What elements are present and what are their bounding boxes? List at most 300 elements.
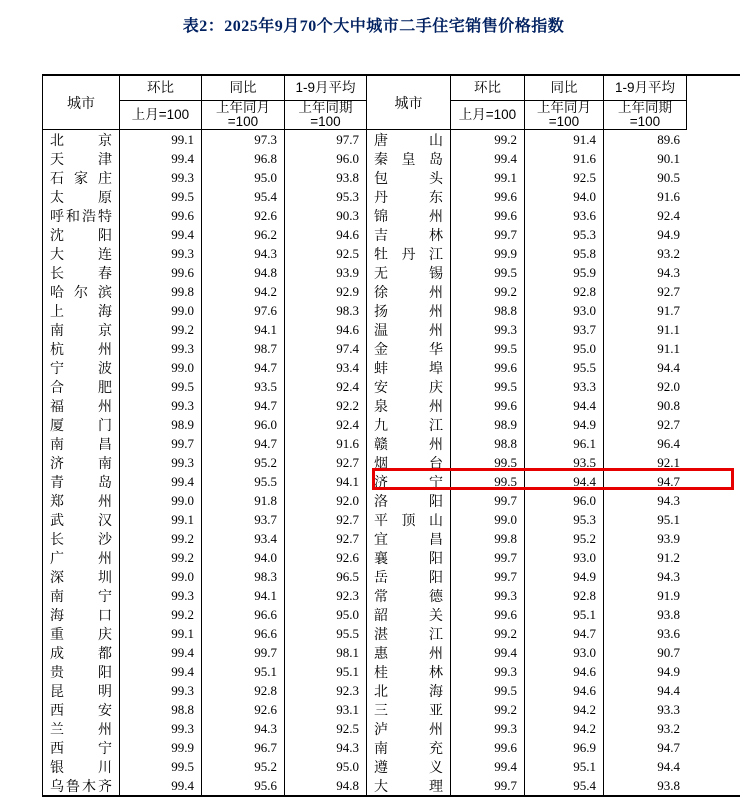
- value-cell: 95.3: [525, 225, 604, 244]
- city-cell: 青 岛: [43, 472, 120, 491]
- city-cell: 桂 林: [367, 662, 451, 681]
- value-cell: 99.0: [120, 567, 202, 586]
- value-cell: 93.6: [657, 625, 680, 641]
- value-cell: 93.7: [202, 510, 285, 529]
- value-cell: 99.2: [120, 548, 202, 567]
- value-cell: 93.0: [525, 301, 604, 320]
- value-cell: 94.3: [657, 568, 680, 584]
- value-cell: 92.1: [657, 454, 680, 470]
- value-cell: 92.6: [202, 700, 285, 719]
- value-cell: 93.7: [525, 320, 604, 339]
- col-header-city-left: 城市: [43, 76, 120, 130]
- table-grid: [42, 76, 694, 795]
- value-cell: 94.7: [202, 434, 285, 453]
- value-cell: 94.6: [525, 662, 604, 681]
- city-cell: 北 海: [367, 681, 451, 700]
- city-cell: 温 州: [367, 320, 451, 339]
- value-cell: 99.3: [120, 396, 202, 415]
- subheader-avg-left: [285, 101, 367, 130]
- value-cell: 99.7: [120, 434, 202, 453]
- city-cell: 平 顶 山: [367, 510, 451, 529]
- value-cell: 99.4: [451, 643, 525, 662]
- highlight-box: [372, 468, 734, 490]
- value-cell: 95.3: [285, 187, 367, 206]
- value-cell: 99.7: [451, 776, 525, 795]
- value-cell: 99.5: [451, 472, 525, 491]
- value-cell: 99.5: [451, 339, 525, 358]
- city-cell: 锦 州: [367, 206, 451, 225]
- city-cell: 天 津: [43, 149, 120, 168]
- city-cell: 广 州: [43, 548, 120, 567]
- value-cell: 92.8: [202, 681, 285, 700]
- value-cell: 99.2: [451, 130, 525, 149]
- value-cell: 95.1: [657, 511, 680, 527]
- value-cell: 94.0: [525, 187, 604, 206]
- subheader-line: =100: [629, 114, 661, 129]
- value-cell: 99.8: [120, 282, 202, 301]
- city-cell: 金 华: [367, 339, 451, 358]
- city-cell: 杭 州: [43, 339, 120, 358]
- city-cell: 长 沙: [43, 529, 120, 548]
- value-cell: 99.6: [451, 396, 525, 415]
- value-cell: 99.3: [120, 681, 202, 700]
- value-cell: 99.9: [451, 244, 525, 263]
- value-cell: 92.7: [657, 416, 680, 432]
- value-cell: 99.3: [120, 339, 202, 358]
- city-cell: 烟 台: [367, 453, 451, 472]
- value-cell: 95.5: [525, 358, 604, 377]
- value-cell: 91.1: [657, 340, 680, 356]
- value-cell: 90.7: [657, 644, 680, 660]
- value-cell: 99.3: [451, 719, 525, 738]
- city-cell: 常 德: [367, 586, 451, 605]
- value-cell: 94.7: [525, 624, 604, 643]
- city-cell: 襄 阳: [367, 548, 451, 567]
- value-cell: 95.2: [202, 757, 285, 776]
- value-cell: 93.3: [525, 377, 604, 396]
- city-cell: 遵 义: [367, 757, 451, 776]
- value-cell: 92.5: [525, 168, 604, 187]
- value-cell: 99.5: [451, 263, 525, 282]
- value-cell: 94.2: [525, 719, 604, 738]
- value-cell: 99.4: [120, 225, 202, 244]
- value-cell: 98.8: [120, 700, 202, 719]
- city-cell: 济 南: [43, 453, 120, 472]
- value-cell: 96.6: [202, 624, 285, 643]
- value-cell: 91.7: [657, 302, 680, 318]
- value-cell: 98.9: [120, 415, 202, 434]
- value-cell: 94.4: [657, 758, 680, 774]
- city-cell: 厦 门: [43, 415, 120, 434]
- city-cell: 泸 州: [367, 719, 451, 738]
- city-cell: 丹 东: [367, 187, 451, 206]
- value-cell: 99.1: [451, 168, 525, 187]
- city-cell: 韶 关: [367, 605, 451, 624]
- value-cell: 99.1: [120, 624, 202, 643]
- value-cell: 99.0: [120, 491, 202, 510]
- value-cell: 99.1: [120, 130, 202, 149]
- value-cell: 99.7: [451, 491, 525, 510]
- value-cell: 99.4: [120, 662, 202, 681]
- value-cell: 92.5: [285, 244, 367, 263]
- value-cell: 90.8: [657, 397, 680, 413]
- subheader-line: 上年同月: [537, 101, 591, 115]
- value-cell: 99.6: [451, 738, 525, 757]
- col-header-mom-left: 环比: [120, 76, 202, 101]
- value-cell: 93.5: [525, 453, 604, 472]
- city-cell: 呼 和 浩 特: [43, 206, 120, 225]
- value-cell: 92.2: [285, 396, 367, 415]
- value-cell: 91.6: [525, 149, 604, 168]
- value-cell: 99.4: [120, 472, 202, 491]
- value-cell: 94.4: [525, 472, 604, 491]
- value-cell: 95.1: [525, 605, 604, 624]
- value-cell: 96.0: [525, 491, 604, 510]
- value-cell: 99.2: [120, 605, 202, 624]
- value-cell: 99.6: [451, 358, 525, 377]
- value-cell: 90.1: [657, 150, 680, 166]
- value-cell: 97.7: [285, 130, 367, 149]
- value-cell: 94.7: [202, 358, 285, 377]
- value-cell: 99.7: [451, 567, 525, 586]
- city-cell: 银 川: [43, 757, 120, 776]
- value-cell: 94.6: [525, 681, 604, 700]
- value-cell: 99.6: [120, 263, 202, 282]
- col-header-avg-right: 1-9月平均: [604, 76, 687, 101]
- city-cell: 武 汉: [43, 510, 120, 529]
- value-cell: 92.0: [657, 378, 680, 394]
- value-cell: 95.5: [285, 624, 367, 643]
- city-cell: 三 亚: [367, 700, 451, 719]
- value-cell: 99.5: [451, 681, 525, 700]
- subheader-line: 上年同期: [618, 101, 672, 115]
- city-cell: 深 圳: [43, 567, 120, 586]
- value-cell: 90.3: [285, 206, 367, 225]
- value-cell: 99.0: [120, 358, 202, 377]
- value-cell: 99.0: [120, 301, 202, 320]
- value-cell: 94.9: [657, 663, 680, 679]
- value-cell: 99.2: [451, 282, 525, 301]
- value-cell: 93.8: [657, 606, 680, 622]
- city-cell: 泉 州: [367, 396, 451, 415]
- value-cell: 94.8: [285, 776, 367, 795]
- value-cell: 94.7: [657, 739, 680, 755]
- value-cell: 94.2: [202, 282, 285, 301]
- value-cell: 96.8: [202, 149, 285, 168]
- city-cell: 南 京: [43, 320, 120, 339]
- col-header-city-right: 城市: [367, 76, 451, 130]
- value-cell: 96.0: [202, 415, 285, 434]
- value-cell: 96.4: [657, 435, 680, 451]
- value-cell: 92.6: [285, 548, 367, 567]
- value-cell: 93.1: [285, 700, 367, 719]
- value-cell: 92.7: [285, 510, 367, 529]
- subheader-mom-left: 上月=100: [120, 101, 202, 130]
- value-cell: 98.7: [202, 339, 285, 358]
- value-cell: 93.8: [285, 168, 367, 187]
- city-cell: 南 充: [367, 738, 451, 757]
- value-cell: 99.7: [202, 643, 285, 662]
- value-cell: 99.7: [451, 225, 525, 244]
- value-cell: 92.8: [525, 282, 604, 301]
- city-cell: 西 宁: [43, 738, 120, 757]
- value-cell: 99.5: [120, 377, 202, 396]
- value-cell: 94.6: [285, 225, 367, 244]
- subheader-yoy-left: [202, 101, 285, 130]
- value-cell: 93.0: [525, 548, 604, 567]
- value-cell: 96.7: [202, 738, 285, 757]
- value-cell: 91.8: [202, 491, 285, 510]
- city-cell: 蚌 埠: [367, 358, 451, 377]
- city-cell: 南 昌: [43, 434, 120, 453]
- city-cell: 海 口: [43, 605, 120, 624]
- subheader-line: 上年同月: [216, 101, 270, 115]
- value-cell: 96.9: [525, 738, 604, 757]
- value-cell: 95.0: [285, 605, 367, 624]
- value-cell: 92.0: [285, 491, 367, 510]
- col-header-avg-left: 1-9月平均: [285, 76, 367, 101]
- value-cell: 93.3: [657, 701, 680, 717]
- value-cell: 94.0: [202, 548, 285, 567]
- value-cell: 95.9: [525, 263, 604, 282]
- value-cell: 93.9: [285, 263, 367, 282]
- value-cell: 95.2: [202, 453, 285, 472]
- value-cell: 93.8: [657, 777, 680, 793]
- city-cell: 宜 昌: [367, 529, 451, 548]
- value-cell: 95.4: [202, 187, 285, 206]
- value-cell: 93.6: [525, 206, 604, 225]
- value-cell: 99.3: [120, 586, 202, 605]
- value-cell: 91.6: [657, 188, 680, 204]
- value-cell: 92.9: [285, 282, 367, 301]
- city-cell: 哈 尔 滨: [43, 282, 120, 301]
- city-cell: 贵 阳: [43, 662, 120, 681]
- value-cell: 95.0: [202, 168, 285, 187]
- subheader-mom-right: 上月=100: [451, 101, 525, 130]
- value-cell: 97.6: [202, 301, 285, 320]
- value-cell: 95.8: [525, 244, 604, 263]
- value-cell: 99.6: [451, 605, 525, 624]
- city-cell: 长 春: [43, 263, 120, 282]
- city-cell: 西 安: [43, 700, 120, 719]
- value-cell: 99.3: [451, 320, 525, 339]
- value-cell: 99.4: [451, 757, 525, 776]
- value-cell: 92.7: [285, 453, 367, 472]
- value-cell: 99.4: [451, 149, 525, 168]
- city-cell: 宁 波: [43, 358, 120, 377]
- value-cell: 99.4: [120, 643, 202, 662]
- city-cell: 秦 皇 岛: [367, 149, 451, 168]
- city-cell: 大 连: [43, 244, 120, 263]
- city-cell: 济 宁: [367, 472, 451, 491]
- value-cell: 93.2: [657, 720, 680, 736]
- value-cell: 99.3: [120, 719, 202, 738]
- subheader-line: =100: [548, 114, 580, 129]
- value-cell: 98.9: [451, 415, 525, 434]
- price-index-table: [42, 74, 740, 797]
- value-cell: 99.4: [120, 149, 202, 168]
- value-cell: 99.3: [120, 244, 202, 263]
- city-cell: 无 锡: [367, 263, 451, 282]
- city-cell: 大 理: [367, 776, 451, 795]
- value-cell: 91.1: [657, 321, 680, 337]
- value-cell: 93.5: [202, 377, 285, 396]
- value-cell: 94.1: [285, 472, 367, 491]
- value-cell: 99.0: [451, 510, 525, 529]
- value-cell: 91.9: [657, 587, 680, 603]
- value-cell: 94.3: [657, 264, 680, 280]
- city-cell: 洛 阳: [367, 491, 451, 510]
- city-cell: 太 原: [43, 187, 120, 206]
- value-cell: 92.3: [285, 586, 367, 605]
- value-cell: 94.1: [202, 320, 285, 339]
- value-cell: 94.7: [202, 396, 285, 415]
- value-cell: 95.0: [285, 757, 367, 776]
- value-cell: 94.8: [202, 263, 285, 282]
- city-cell: 合 肥: [43, 377, 120, 396]
- value-cell: 93.4: [202, 529, 285, 548]
- value-cell: 95.4: [525, 776, 604, 795]
- city-cell: 吉 林: [367, 225, 451, 244]
- city-cell: 惠 州: [367, 643, 451, 662]
- subheader-line: 上年同期: [298, 101, 353, 115]
- value-cell: 89.6: [657, 131, 680, 147]
- city-cell: 九 江: [367, 415, 451, 434]
- city-cell: 赣 州: [367, 434, 451, 453]
- value-cell: 94.9: [525, 567, 604, 586]
- city-cell: 乌 鲁 木 齐: [43, 776, 120, 795]
- value-cell: 94.2: [525, 700, 604, 719]
- value-cell: 97.3: [202, 130, 285, 149]
- value-cell: 98.3: [285, 301, 367, 320]
- value-cell: 99.3: [451, 586, 525, 605]
- city-cell: 昆 明: [43, 681, 120, 700]
- value-cell: 98.1: [285, 643, 367, 662]
- value-cell: 99.2: [120, 529, 202, 548]
- city-cell: 岳 阳: [367, 567, 451, 586]
- value-cell: 99.3: [120, 168, 202, 187]
- value-cell: 96.0: [285, 149, 367, 168]
- value-cell: 92.3: [285, 681, 367, 700]
- city-cell: 南 宁: [43, 586, 120, 605]
- value-cell: 99.5: [451, 377, 525, 396]
- value-cell: 99.5: [451, 453, 525, 472]
- value-cell: 92.7: [657, 283, 680, 299]
- value-cell: 98.3: [202, 567, 285, 586]
- value-cell: 94.9: [657, 226, 680, 242]
- value-cell: 91.2: [657, 549, 680, 565]
- value-cell: 99.3: [451, 662, 525, 681]
- city-cell: 牡 丹 江: [367, 244, 451, 263]
- value-cell: 91.4: [525, 130, 604, 149]
- value-cell: 99.9: [120, 738, 202, 757]
- page-title: 表2：2025年9月70个大中城市二手住宅销售价格指数: [182, 18, 565, 35]
- value-cell: 99.6: [120, 206, 202, 225]
- value-cell: 99.4: [120, 776, 202, 795]
- value-cell: 94.6: [285, 320, 367, 339]
- city-cell: 上 海: [43, 301, 120, 320]
- value-cell: 97.4: [285, 339, 367, 358]
- value-cell: 95.2: [525, 529, 604, 548]
- value-cell: 99.7: [451, 548, 525, 567]
- value-cell: 95.3: [525, 510, 604, 529]
- value-cell: 95.6: [202, 776, 285, 795]
- col-header-mom-right: 环比: [451, 76, 525, 101]
- col-header-yoy-right: 同比: [525, 76, 604, 101]
- value-cell: 96.6: [202, 605, 285, 624]
- value-cell: 93.9: [657, 530, 680, 546]
- value-cell: 92.5: [285, 719, 367, 738]
- value-cell: 94.3: [202, 719, 285, 738]
- city-cell: 福 州: [43, 396, 120, 415]
- value-cell: 92.7: [285, 529, 367, 548]
- value-cell: 95.1: [285, 662, 367, 681]
- subheader-line: =100: [227, 114, 259, 129]
- subheader-avg-right: [604, 101, 687, 130]
- value-cell: 94.3: [285, 738, 367, 757]
- city-cell: 郑 州: [43, 491, 120, 510]
- value-cell: 94.4: [525, 396, 604, 415]
- value-cell: 92.4: [657, 207, 680, 223]
- city-cell: 北 京: [43, 130, 120, 149]
- value-cell: 99.5: [120, 757, 202, 776]
- subheader-yoy-right: [525, 101, 604, 130]
- value-cell: 98.8: [451, 434, 525, 453]
- city-cell: 兰 州: [43, 719, 120, 738]
- value-cell: 99.2: [451, 700, 525, 719]
- city-cell: 成 都: [43, 643, 120, 662]
- value-cell: 96.1: [525, 434, 604, 453]
- value-cell: 99.1: [120, 510, 202, 529]
- city-cell: 唐 山: [367, 130, 451, 149]
- value-cell: 92.8: [525, 586, 604, 605]
- value-cell: 99.3: [120, 453, 202, 472]
- value-cell: 94.7: [657, 473, 680, 489]
- value-cell: 99.2: [451, 624, 525, 643]
- value-cell: 90.5: [657, 169, 680, 185]
- value-cell: 93.0: [525, 643, 604, 662]
- city-cell: 扬 州: [367, 301, 451, 320]
- value-cell: 92.6: [202, 206, 285, 225]
- value-cell: 99.6: [451, 187, 525, 206]
- value-cell: 95.5: [202, 472, 285, 491]
- city-cell: 徐 州: [367, 282, 451, 301]
- value-cell: 94.4: [657, 682, 680, 698]
- col-header-yoy-left: 同比: [202, 76, 285, 101]
- value-cell: 98.8: [451, 301, 525, 320]
- city-cell: 沈 阳: [43, 225, 120, 244]
- value-cell: 99.2: [120, 320, 202, 339]
- value-cell: 91.6: [285, 434, 367, 453]
- value-cell: 94.9: [525, 415, 604, 434]
- value-cell: 96.2: [202, 225, 285, 244]
- value-cell: 94.1: [202, 586, 285, 605]
- city-cell: 安 庆: [367, 377, 451, 396]
- value-cell: 99.6: [451, 206, 525, 225]
- value-cell: 99.8: [451, 529, 525, 548]
- city-cell: 重 庆: [43, 624, 120, 643]
- subheader-line: =100: [310, 114, 341, 129]
- value-cell: 99.5: [120, 187, 202, 206]
- city-cell: 石 家 庄: [43, 168, 120, 187]
- value-cell: 94.3: [202, 244, 285, 263]
- value-cell: 95.0: [525, 339, 604, 358]
- value-cell: 95.1: [202, 662, 285, 681]
- value-cell: 96.5: [285, 567, 367, 586]
- value-cell: 95.1: [525, 757, 604, 776]
- value-cell: 92.4: [285, 377, 367, 396]
- city-cell: 湛 江: [367, 624, 451, 643]
